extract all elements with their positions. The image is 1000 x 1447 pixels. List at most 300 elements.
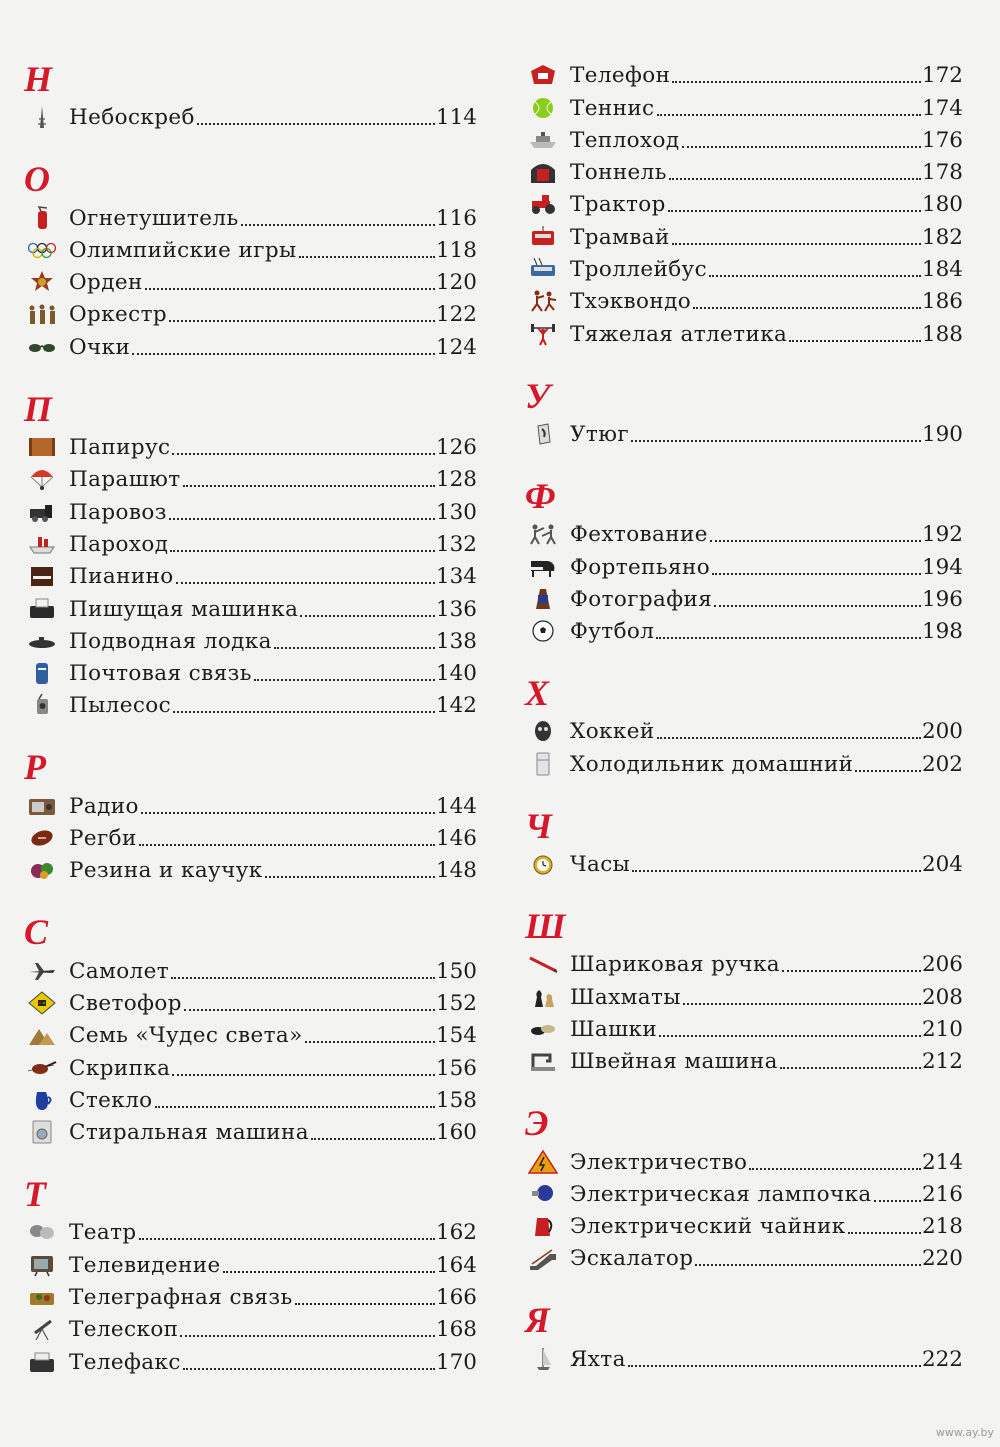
page-number: 124 [435,334,477,360]
dot-leader [789,340,921,342]
section-letter: Я [525,1300,550,1341]
section-letter: Х [525,673,550,714]
fire-extinguisher-icon [22,205,62,231]
dot-leader [169,518,435,520]
entry-title: Швейная машина [570,1049,778,1075]
page-number: 128 [435,467,477,493]
entry-title: Оркестр [69,302,168,328]
section [523,375,963,449]
entry-title: Яхта [570,1346,626,1372]
toc-entry [22,688,477,720]
page-number: 114 [435,105,477,131]
page-number: 188 [921,321,963,347]
entry-title: Трамвай [570,224,670,250]
page-number: 174 [921,95,963,121]
page-number: 158 [435,1087,477,1113]
page-number: 192 [921,522,963,548]
section [523,805,963,879]
toc-entry [22,591,477,623]
orchestra-icon [22,301,62,327]
entry-title: Электрический чайник [570,1214,846,1240]
toc-entry [523,417,963,449]
entry-title: Самолет [69,958,170,984]
section [22,388,477,721]
telescope-icon [22,1316,62,1342]
toc-entry [22,853,477,885]
page-number: 212 [921,1049,963,1075]
washing-machine-icon [22,1119,62,1145]
entry-title: Огнетушитель [69,205,239,231]
electric-kettle-icon [523,1213,563,1239]
weightlifting-icon [523,321,563,347]
ballpoint-pen-icon [523,951,563,977]
dot-leader [714,605,921,607]
entry-title: Электрическая лампочка [570,1181,872,1207]
dot-leader [172,453,434,455]
page-number: 144 [435,793,477,819]
page-number: 172 [921,63,963,89]
tunnel-train-icon [523,159,563,185]
dot-leader [305,1041,435,1043]
entry-title: Тяжелая атлетика [570,321,788,347]
entry-title: Часы [570,852,631,878]
glass-jug-icon [22,1087,62,1113]
toc-entry [22,329,477,361]
entry-title: Пишущая машинка [69,596,299,622]
dot-leader [274,647,435,649]
dot-leader [132,353,435,355]
page-number: 184 [921,257,963,283]
section [523,905,963,1076]
dot-leader [710,540,921,542]
entry-title: Театр [69,1220,137,1246]
television-icon [22,1252,62,1278]
fax-icon [22,1349,62,1375]
sewing-machine-icon [523,1048,563,1074]
football-icon [523,618,563,644]
entry-title: Троллейбус [570,257,708,283]
escalator-icon [523,1245,563,1271]
toc-entry [523,614,963,646]
violin-icon [22,1055,62,1081]
traffic-light-icon [22,990,62,1016]
toc-entry [22,624,477,656]
entry-title: Утюг [570,421,630,447]
toc-entry [22,100,477,132]
entry-title: Светофор [69,990,182,1016]
dot-leader [184,1009,435,1011]
mailbox-icon [22,660,62,686]
toc-entry [523,1012,963,1044]
page-number: 146 [435,826,477,852]
page-number: 164 [435,1252,477,1278]
page-number: 208 [921,984,963,1010]
dot-leader [669,178,921,180]
page-number: 120 [435,270,477,296]
page-number: 170 [435,1349,477,1375]
dot-leader [155,1106,435,1108]
entry-title: Тхэквондо [570,289,692,315]
dot-leader [632,870,921,872]
page-number: 186 [921,289,963,315]
toc-entry [523,284,963,316]
telegraph-icon [22,1284,62,1310]
entry-title: Фортепьяно [570,554,711,580]
toc-entry [523,517,963,549]
steamship-icon [22,531,62,557]
toc-entry [523,1241,963,1273]
wonders-icon [22,1022,62,1048]
dot-leader [311,1138,435,1140]
toc-entry [22,1050,477,1082]
section [523,475,963,646]
dot-leader [171,977,435,979]
tractor-icon [523,191,563,217]
page-number: 148 [435,858,477,884]
entry-title: Скрипка [69,1055,171,1081]
page-number: 156 [435,1055,477,1081]
dot-leader [170,550,435,552]
toc-entry [22,788,477,820]
dot-leader [172,1074,435,1076]
page-number: 204 [921,852,963,878]
entry-title: Футбол [570,619,655,645]
entry-title: Хоккей [570,719,655,745]
section [523,1102,963,1273]
toc-entry [523,847,963,879]
toc-entry [22,986,477,1018]
entry-title: Шашки [570,1016,658,1042]
entry-title: Телеграфная связь [69,1285,293,1311]
dot-leader [672,81,921,83]
dot-leader [139,1238,435,1240]
camera-icon [523,586,563,612]
taekwondo-icon [523,288,563,314]
dot-leader [254,679,435,681]
trolleybus-icon [523,256,563,282]
page-number: 218 [921,1214,963,1240]
dot-leader [197,123,435,125]
toc-entry [22,559,477,591]
entry-title: Шариковая ручка [570,952,781,978]
toc-entry [22,953,477,985]
entry-title: Телефакс [69,1349,181,1375]
page-number: 130 [435,499,477,525]
section-letter: Ш [525,906,566,947]
page-number: 178 [921,160,963,186]
section [22,911,477,1147]
section-letter: О [24,159,50,200]
dot-leader [299,256,435,258]
toc-entry [523,714,963,746]
section-letter: С [24,912,49,953]
toc-entry [523,582,963,614]
high-voltage-icon [523,1149,563,1175]
page-number: 206 [921,952,963,978]
dot-leader [141,812,435,814]
page-number: 132 [435,531,477,557]
alarm-clock-icon [523,851,563,877]
dot-leader [782,970,921,972]
toc-entry [22,233,477,265]
section-letter: Р [24,747,46,788]
page-number: 190 [921,421,963,447]
dot-leader [241,224,435,226]
entry-title: Папирус [69,435,171,461]
page-number: 166 [435,1285,477,1311]
toc-entry [22,494,477,526]
entry-title: Телефон [570,63,671,89]
page-number: 142 [435,693,477,719]
page-number: 214 [921,1149,963,1175]
page-number: 210 [921,1016,963,1042]
glasses-icon [22,334,62,360]
radio-icon [22,793,62,819]
section [523,1299,963,1373]
entry-title: Небоскреб [69,105,195,131]
toc-entry [523,1341,963,1373]
section-letter: Э [525,1103,549,1144]
dot-leader [657,114,921,116]
page-number: 194 [921,554,963,580]
page-number: 138 [435,628,477,654]
entry-title: Очки [69,334,131,360]
dot-leader [709,275,921,277]
right-column [523,58,963,1400]
dot-leader [657,737,921,739]
page-number: 168 [435,1317,477,1343]
toc-entry [22,1083,477,1115]
page-number: 122 [435,302,477,328]
page-number: 202 [921,751,963,777]
entry-title: Телевидение [69,1252,221,1278]
dot-leader [683,1003,921,1005]
dot-leader [628,1365,921,1367]
dot-leader [631,440,921,442]
dot-leader [145,288,435,290]
toc-entry [22,297,477,329]
toc-entry [22,1115,477,1147]
toc-entry [22,656,477,688]
page-number: 140 [435,661,477,687]
toc-entry [523,187,963,219]
page-number: 116 [435,205,477,231]
refrigerator-icon [523,751,563,777]
page-number: 182 [921,224,963,250]
dot-leader [173,711,435,713]
left-column [22,58,477,1403]
entry-title: Резина и каучук [69,858,263,884]
entry-title: Электричество [570,1149,748,1175]
rugby-ball-icon [22,825,62,851]
toc-entry [22,462,477,494]
tram-icon [523,224,563,250]
page-number: 154 [435,1023,477,1049]
page-number: 216 [921,1181,963,1207]
light-bulb-icon [523,1181,563,1207]
entry-title: Эскалатор [570,1246,694,1272]
section [523,58,963,349]
toc-entry [523,90,963,122]
entry-title: Тоннель [570,160,667,186]
grand-piano-icon [523,554,563,580]
airplane-icon [22,958,62,984]
entry-title: Регби [69,826,137,852]
page-number: 136 [435,596,477,622]
section [523,672,963,779]
toc-entry [523,979,963,1011]
vacuum-cleaner-icon [22,692,62,718]
entry-title: Почтовая связь [69,661,252,687]
toc-entry [523,155,963,187]
section [22,746,477,885]
page-number: 150 [435,958,477,984]
section-letter: Т [24,1174,46,1215]
dot-leader [300,615,435,617]
hockey-mask-icon [523,718,563,744]
dot-leader [682,146,921,148]
iron-icon [523,421,563,447]
chess-icon [523,984,563,1010]
toc-entry [22,527,477,559]
yacht-icon [523,1346,563,1372]
page-number: 198 [921,619,963,645]
toc-entry [523,746,963,778]
page-number: 126 [435,435,477,461]
dot-leader [874,1200,921,1202]
page-number: 222 [921,1346,963,1372]
section-letter: Н [24,59,53,99]
section [22,1173,477,1376]
papyrus-icon [22,434,62,460]
toc-entry [22,200,477,232]
toc-entry [22,1247,477,1279]
dot-leader [668,210,921,212]
toc-entry [523,947,963,979]
page-number: 134 [435,564,477,590]
toc-entry [22,1344,477,1376]
entry-title: Стекло [69,1087,153,1113]
toc-entry [22,430,477,462]
section-letter: П [24,388,53,429]
rubber-icon [22,857,62,883]
entry-title: Стиральная машина [69,1120,309,1146]
dot-leader [780,1067,921,1069]
olympic-rings-icon [22,237,62,263]
checkers-icon [523,1016,563,1042]
entry-title: Холодильник домашний [570,751,854,777]
toc-entry [22,821,477,853]
motor-ship-icon [523,127,563,153]
toc-entry [22,1018,477,1050]
typewriter-icon [22,596,62,622]
entry-title: Пароход [69,531,169,557]
telephone-icon [523,62,563,88]
section-letter: Ч [525,805,552,846]
tennis-ball-icon [523,95,563,121]
dot-leader [693,307,921,309]
locomotive-icon [22,499,62,525]
toc-entry [22,1215,477,1247]
page-number: 152 [435,990,477,1016]
toc-entry [523,252,963,284]
theatre-icon [22,1219,62,1245]
dot-leader [848,1232,921,1234]
fencing-icon [523,521,563,547]
toc-entry [523,316,963,348]
entry-title: Пылесос [69,693,172,719]
page-number: 162 [435,1220,477,1246]
entry-title: Теннис [570,95,655,121]
page-number: 118 [435,237,477,263]
watermark: www.ay.by [935,1426,994,1439]
toc-entry [523,219,963,251]
toc-entry [523,58,963,90]
dot-leader [659,1035,921,1037]
page-number: 176 [921,127,963,153]
entry-title: Паровоз [69,499,167,525]
toc-entry [523,1144,963,1176]
dot-leader [712,573,921,575]
piano-icon [22,563,62,589]
toc-entry [22,265,477,297]
entry-title: Подводная лодка [69,628,272,654]
dot-leader [180,1335,435,1337]
toc-entry [523,1044,963,1076]
toc-entry [22,1280,477,1312]
submarine-icon [22,628,62,654]
dot-leader [265,876,435,878]
dot-leader [295,1303,435,1305]
entry-title: Семь «Чудес света» [69,1023,303,1049]
entry-title: Пианино [69,564,174,590]
entry-title: Радио [69,793,139,819]
page-number: 196 [921,586,963,612]
page-number: 160 [435,1120,477,1146]
dot-leader [223,1271,435,1273]
entry-title: Парашют [69,467,181,493]
entry-title: Орден [69,270,143,296]
dot-leader [695,1264,921,1266]
entry-title: Фотография [570,586,713,612]
toc-entry [523,549,963,581]
dot-leader [855,770,921,772]
toc-entry [523,123,963,155]
entry-title: Теплоход [570,127,680,153]
section [22,158,477,361]
skyscraper-icon [22,104,62,130]
page-number: 180 [921,192,963,218]
dot-leader [183,485,435,487]
dot-leader [139,844,435,846]
entry-title: Шахматы [570,984,681,1010]
section-letter: Ф [525,475,556,516]
dot-leader [169,320,435,322]
parachute-icon [22,466,62,492]
toc-entry [523,1209,963,1241]
dot-leader [176,582,435,584]
section [22,58,477,132]
dot-leader [749,1168,921,1170]
entry-title: Фехтование [570,522,708,548]
entry-title: Телескоп [69,1317,179,1343]
toc-entry [523,1177,963,1209]
dot-leader [656,637,921,639]
section-letter: У [525,375,551,416]
medal-icon [22,269,62,295]
toc-entry [22,1312,477,1344]
entry-title: Трактор [570,192,666,218]
